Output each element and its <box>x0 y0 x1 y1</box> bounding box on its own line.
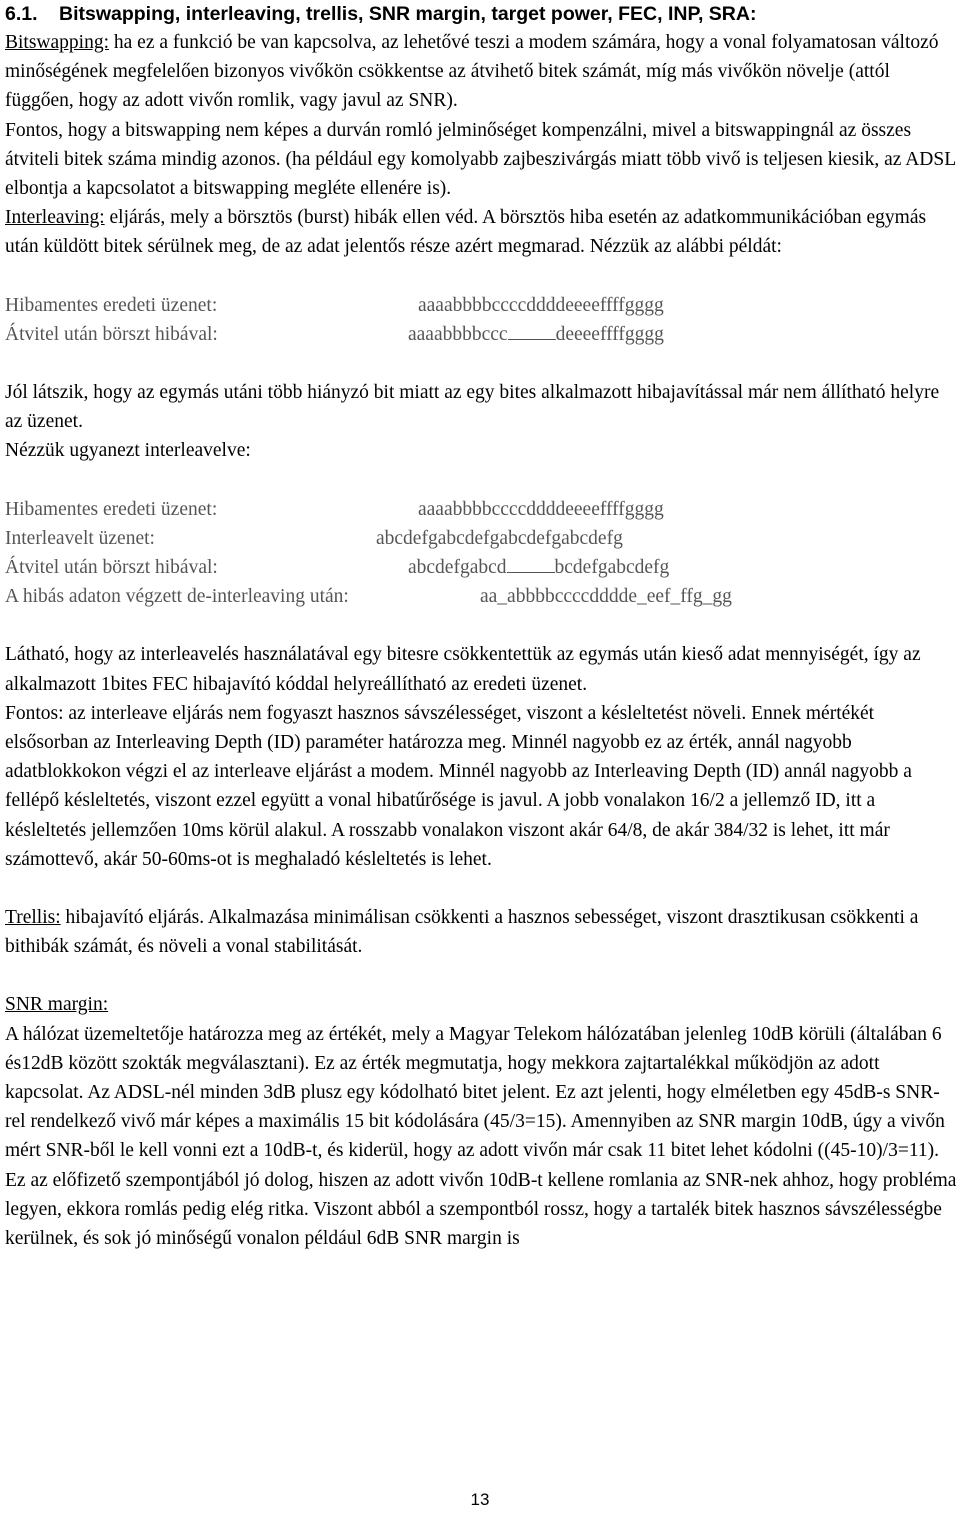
trellis-paragraph <box>5 903 957 961</box>
spacer <box>5 611 957 640</box>
spacer <box>5 262 957 291</box>
example-value-part: abcdefgabcd <box>408 556 507 578</box>
interleaving-after-2: Látható, hogy az interleavelés használatával egy bitesre csökkentettük az egymás után kieső adat mennyiségét, így az alkalmazott 1bites FEC hibajavító kóddal helyreállítható az eredeti üzenet. <box>5 644 921 695</box>
section-title: Bitswapping, interleaving, trellis, SNR margin, target power, FEC, INP, SRA: <box>59 3 757 25</box>
trellis-term: Trellis: <box>5 906 61 928</box>
example-1-row-original <box>5 291 957 320</box>
missing-bits-gap <box>507 554 555 573</box>
page-number: 13 <box>470 1490 490 1509</box>
snr-margin-term: SNR margin: <box>5 994 109 1016</box>
spacer <box>5 874 957 903</box>
bitswapping-paragraph <box>5 28 957 116</box>
example-2-row-burst <box>5 553 957 582</box>
interleaving-term: Interleaving: <box>5 207 105 229</box>
page-content <box>5 0 957 1253</box>
example-2-row-interleaved <box>5 524 957 553</box>
spacer <box>5 349 957 378</box>
example-label: Átvitel után börszt hibával: <box>5 323 218 345</box>
example-value: abcdefgabcdefgabcdefgabcdefg <box>376 527 623 549</box>
example-value <box>408 553 669 582</box>
interleaving-paragraph <box>5 203 957 261</box>
example-value: aaaabbbbccccddddeeeeffffgggg <box>418 498 664 520</box>
bitswapping-term: Bitswapping: <box>5 32 110 53</box>
bitswapping-text: ha ez a funkció be van kapcsolva, az lehetővé teszi a modem számára, hogy a vonal folyamatosan változó minőségének megfelelően bizonyos vivőkön csökkentse az átvihető bitek számát, míg más vivőkön növelje (attól függően, hogy az adott vivőn romlik, vagy javul az SNR). <box>5 32 939 112</box>
bitswapping-note: Fontos, hogy a bitswapping nem képes a durván romló jelminőséget kompenzálni, mivel a bitswappingnál az összes átviteli bitek száma mindig azonos. (ha például egy komolyabb zajbeszivárgás miatt több vivő is teljesen kiesik, az ADSL elbontja a kapcsolatot a bitswapping megléte ellenére is). <box>5 119 956 200</box>
example-value-part: deeeeffffgggg <box>555 323 664 345</box>
snr-margin-paragraph: A hálózat üzemeltetője határozza meg az értékét, mely a Magyar Telekom hálózatában jelenleg 10dB körüli (általában 6 és12dB között szokták megválasztani). Ez az érték megmutatja, hogy mekkora zajtartalékkal működjön az adott kapcsolat. Az ADSL-nél minden 3dB plusz egy kódolható bitet jelent. Ez azt jelenti, hogy elméletben egy 45dB-s SNR-rel rendelkező vivő már képes a maximális 15 bit kódolására (45/3=15). Amennyiben az SNR margin 10dB, úgy a vivőn mért SNR-ből le kell vonni ezt a 10dB-t, és kiderül, hogy az adott vivőn már csak 11 bitet lehet kódolni ((45-10)/3=11). Ez az előfizető szempontjából jó dolog, hiszen az adott vivőn 10dB-t kellene romlania az SNR-nek ahhoz, hogy probléma legyen, ekkora romlás pedig elég ritka. Viszont abból a szempontból rossz, hogy a tartalék bitek hasznos sávszélességbe kerülnek, és sok jó minőségű vonalon például 6dB SNR margin is <box>5 1023 957 1250</box>
example-2-row-original <box>5 495 957 524</box>
spacer <box>5 466 957 495</box>
snr-margin-heading <box>5 990 957 1019</box>
example-value-part: aaaabbbbccc <box>408 323 508 345</box>
missing-bits-gap <box>508 321 556 340</box>
example-2-row-deinterleaved <box>5 582 957 611</box>
interleaving-text: eljárás, mely a börsztös (burst) hibák ellen véd. A börsztös hiba esetén az adatkommunikációban egymás után küldött bitek sérülnek meg, de az adat jelentős része azért megmarad. Nézzük az alábbi példát: <box>5 207 927 258</box>
example-value: aa_abbbbccccdddde_eef_ffg_gg <box>480 586 732 608</box>
interleaving-note: Fontos: az interleave eljárás nem fogyaszt hasznos sávszélességet, viszont a késleltetést növeli. Ennek mértékét elsősorban az Interleaving Depth (ID) paraméter határozza meg. Minnél nagyobb ez az érték, annál nagyobb adatblokkokon végzi el az interleave eljárást a modem. Minnél nagyobb az Interleaving Depth (ID) annál nagyobb a fellépő késleltetés, viszont ezzel együtt a vonal hibatűrősége is javul. A jobb vonalakon 16/2 a jellemző ID, itt a késleltetés jellemzően 10ms körül alakul. A rosszabb vonalakon viszont akár 64/8, de akár 384/32 is lehet, itt már számottevő, akár 50-60ms-ot is meghaladó késleltetés is lehet. <box>5 702 912 870</box>
example-1-row-burst <box>5 320 957 349</box>
section-heading <box>5 0 957 28</box>
example-value: aaaabbbbccccddddeeeeffffgggg <box>418 294 664 316</box>
section-number: 6.1. <box>5 3 38 25</box>
interleaving-after-1: Jól látszik, hogy az egymás utáni több hiányzó bit miatt az egy bites alkalmazott hibajavítással már nem állítható helyre az üzenet. <box>5 382 940 433</box>
example-label: Hibamentes eredeti üzenet: <box>5 294 218 316</box>
interleaving-intro-2: Nézzük ugyanezt interleavelve: <box>5 440 251 462</box>
example-value-part: bcdefgabcdefg <box>554 556 670 578</box>
example-1 <box>5 291 957 349</box>
spacer <box>5 961 957 990</box>
example-label: Hibamentes eredeti üzenet: <box>5 498 218 520</box>
example-value <box>408 320 664 349</box>
example-2 <box>5 495 957 612</box>
example-label: A hibás adaton végzett de-interleaving után: <box>5 586 349 608</box>
example-label: Interleavelt üzenet: <box>5 527 155 549</box>
trellis-text: hibajavító eljárás. Alkalmazása minimálisan csökkenti a hasznos sebességet, viszont drasztikusan csökkenti a bithibák számát, és növeli a vonal stabilitását. <box>5 906 919 958</box>
example-label: Átvitel után börszt hibával: <box>5 556 218 578</box>
